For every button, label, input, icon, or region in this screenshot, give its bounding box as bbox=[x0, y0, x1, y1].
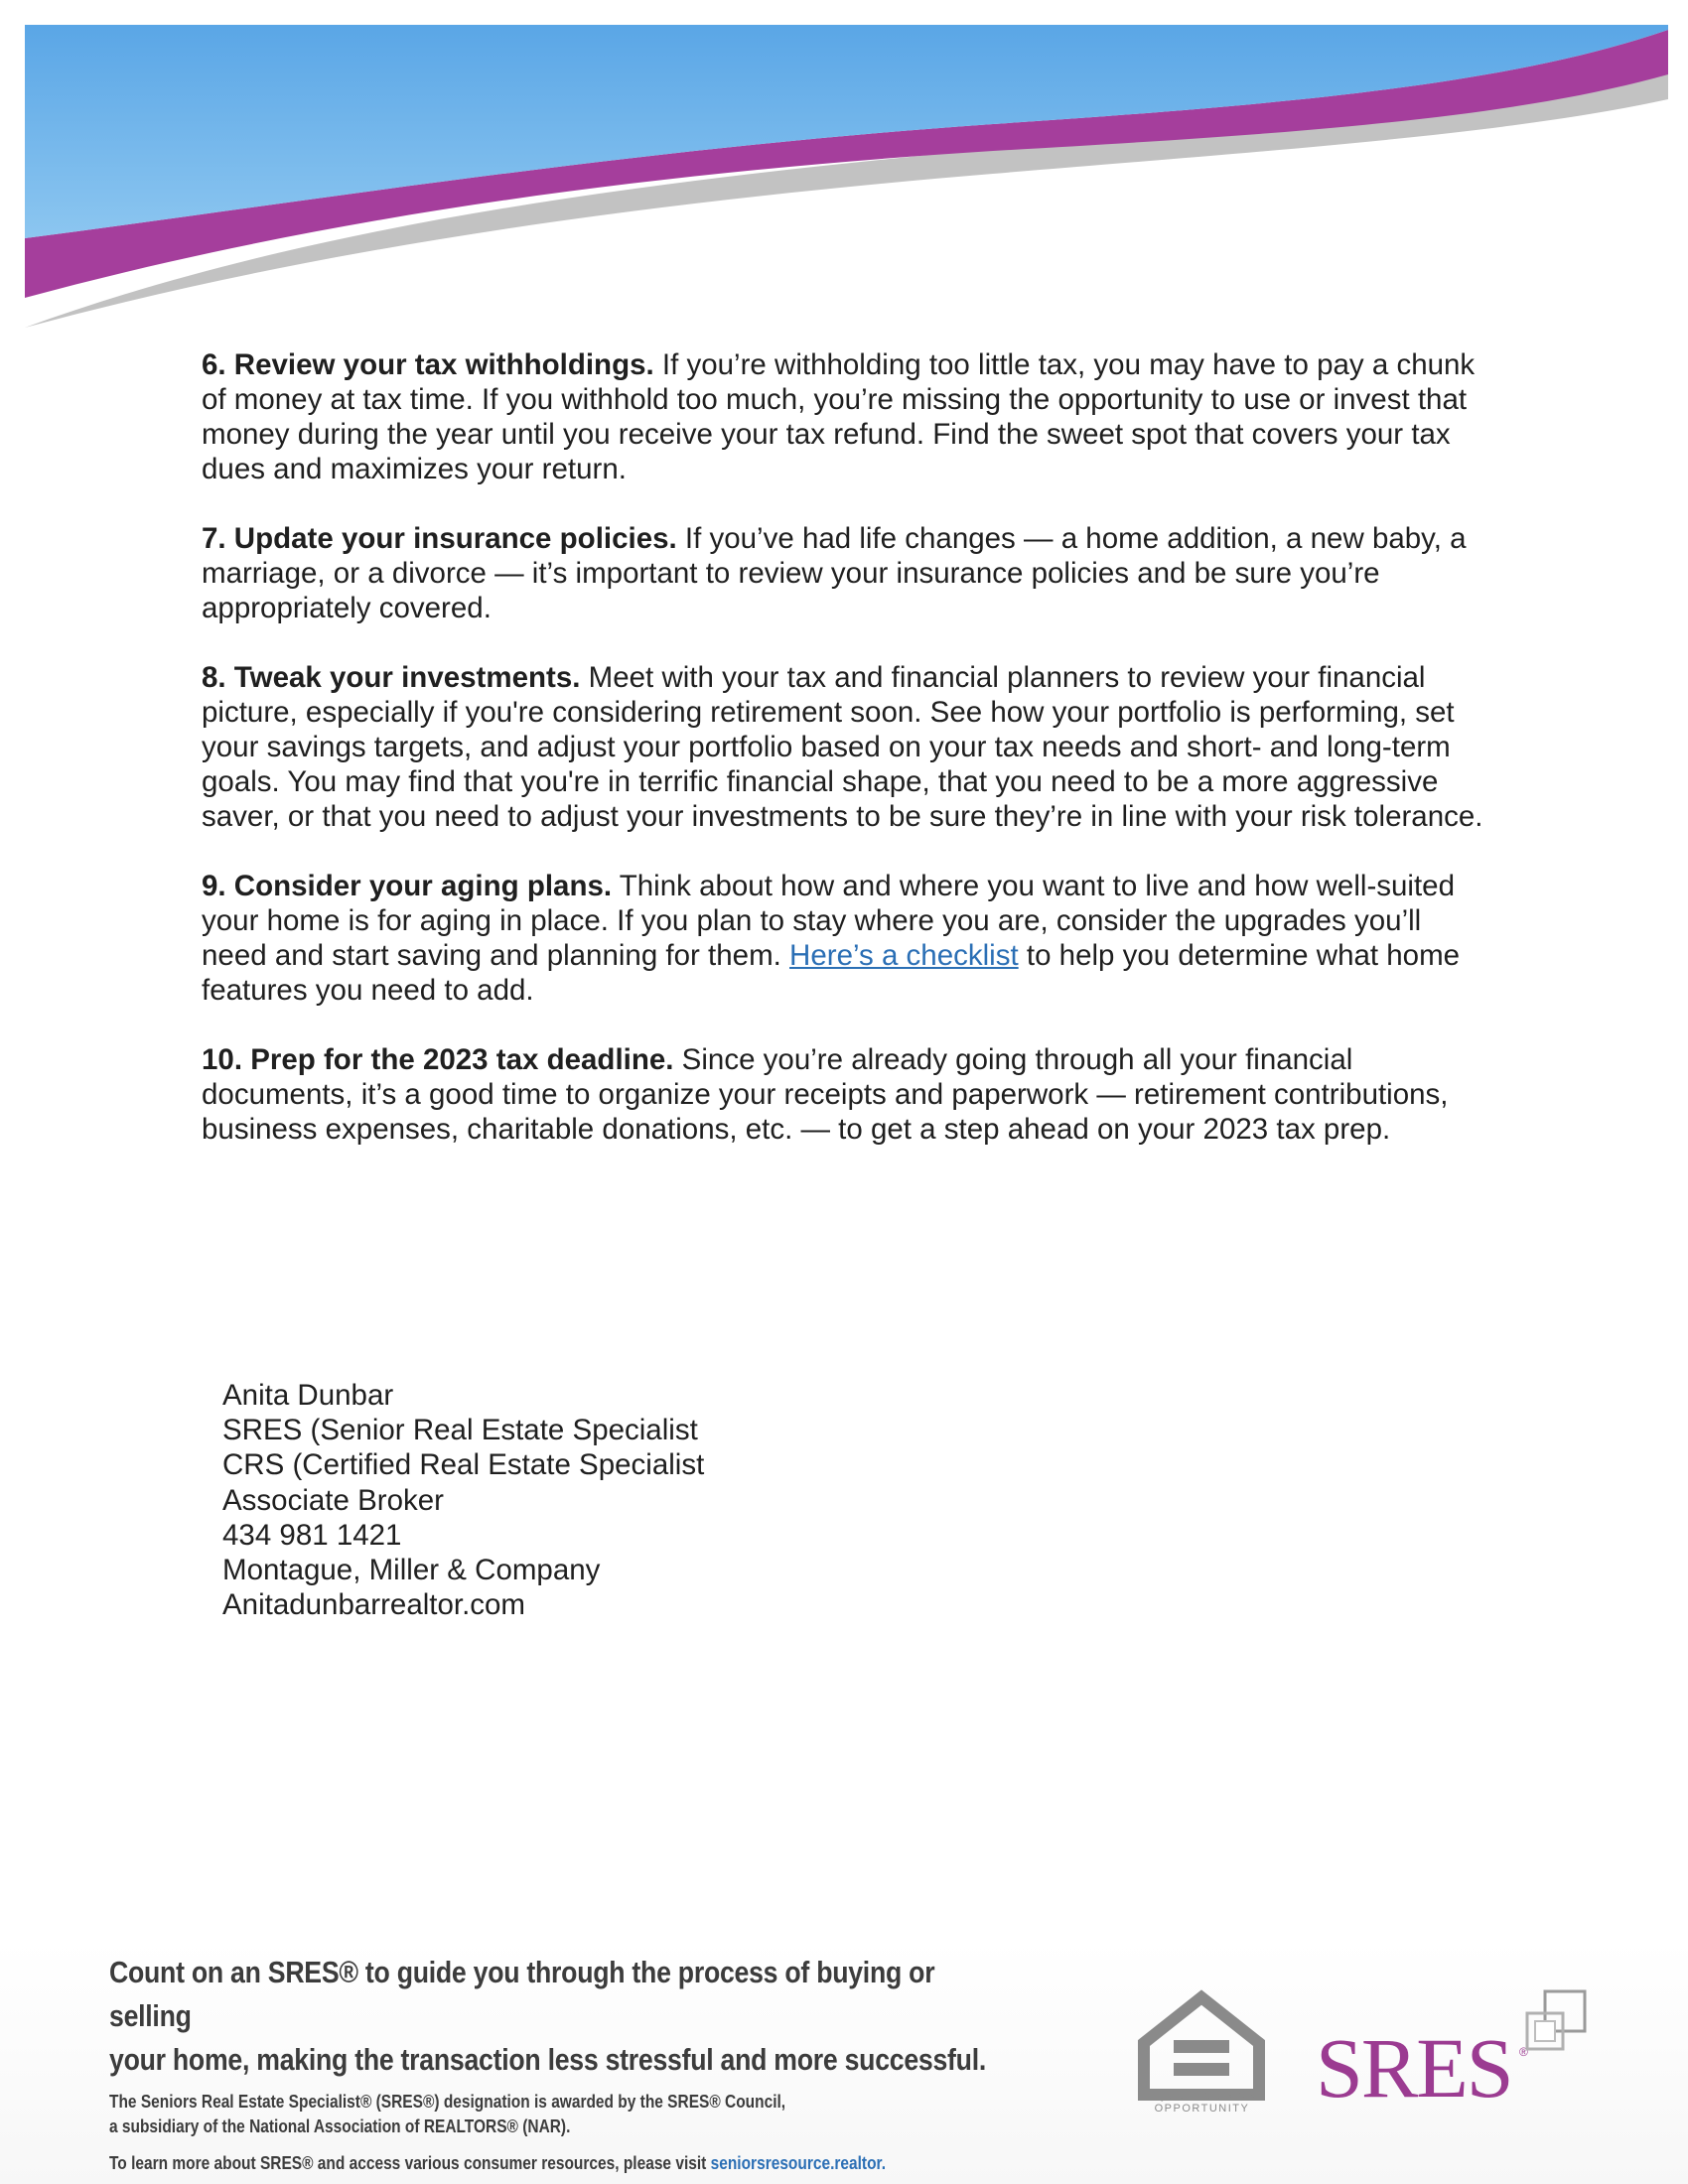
tagline-line-2: your home, making the transaction less stressful and more successful. bbox=[109, 2042, 987, 2077]
header-wave-graphic bbox=[0, 0, 1688, 338]
agent-website: Anitadunbarrealtor.com bbox=[222, 1588, 526, 1622]
eho-line-2: OPPORTUNITY bbox=[1154, 2103, 1250, 2115]
footer-text bbox=[109, 1951, 1003, 2176]
agent-designation-sres: SRES (Senior Real Estate Specialist bbox=[222, 1414, 698, 1447]
checklist-link[interactable]: Here’s a checklist bbox=[789, 939, 1019, 972]
seniorsresource-link[interactable]: seniorsresource.realtor. bbox=[710, 2153, 887, 2173]
fineprint-line-1: The Seniors Real Estate Specialist® (SRES®) designation is awarded by the SRES® Council, bbox=[109, 2092, 786, 2112]
learn-more-text: To learn more about SRES® and access various consumer resources, please visit bbox=[109, 2153, 711, 2173]
tip-title: 8. Tweak your investments. bbox=[202, 661, 581, 694]
footer-tagline bbox=[109, 1951, 997, 2082]
agent-role: Associate Broker bbox=[222, 1483, 444, 1517]
tip-10 bbox=[202, 1042, 1492, 1147]
footer-learn-more bbox=[109, 2151, 997, 2176]
sres-squares-icon bbox=[1519, 1987, 1594, 2062]
tip-title: 10. Prep for the 2023 tax deadline. bbox=[202, 1043, 674, 1076]
agent-name: Anita Dunbar bbox=[222, 1379, 394, 1412]
tip-body: Think about how and where you want to live and how well-suited your home is for aging in place. If you plan to stay where you are, consider the upgrades you’ll need and start saving and planning for them. bbox=[202, 870, 1455, 972]
signature-block bbox=[222, 1378, 704, 1622]
tip-body: If you’re withholding too little tax, you may have to pay a chunk of money at tax time. If you withhold too much, you’re missing the opportunity to use or invest that money during the year until you receive your tax refund. Find the sweet spot that covers your tax dues and maximizes your return. bbox=[202, 348, 1476, 485]
tip-title: 7. Update your insurance policies. bbox=[202, 522, 677, 555]
tip-6 bbox=[202, 347, 1492, 486]
sres-registered-mark: ® bbox=[1519, 2045, 1528, 2059]
tip-body-continued: to help you determine what home features you need to add. bbox=[202, 939, 1461, 1007]
tip-body: If you’ve had life changes — a home addition, a new baby, a marriage, or a divorce — it’s important to review your insurance policies and be sure you’re appropriately covered. bbox=[202, 522, 1467, 624]
tagline-line-1: Count on an SRES® to guide you through the process of buying or selling bbox=[109, 1955, 935, 2033]
tip-title: 9. Consider your aging plans. bbox=[202, 870, 613, 902]
tip-body: Meet with your tax and financial planners to review your financial picture, especially if you're considering retirement soon. See how your portfolio is performing, set your savings targets, and adjust your portfolio based on your tax needs and short- and long-term goals. You may find that you're in terrific financial shape, that you need to be a more aggressive saver, or that you need to adjust your investments to be sure they’re in line with your risk tolerance. bbox=[202, 661, 1483, 833]
agent-phone: 434 981 1421 bbox=[222, 1518, 402, 1552]
agent-designation-crs: CRS (Certified Real Estate Specialist bbox=[222, 1448, 705, 1482]
equal-housing-caption bbox=[1125, 2090, 1279, 2116]
fineprint-line-2: a subsidiary of the National Association of REALTORS® (NAR). bbox=[109, 2116, 571, 2136]
tip-9 bbox=[202, 869, 1492, 1008]
tip-title: 6. Review your tax withholdings. bbox=[202, 348, 654, 381]
sres-logo-text: SRES bbox=[1316, 2020, 1512, 2116]
tip-7 bbox=[202, 521, 1492, 625]
footer-fineprint bbox=[109, 2090, 997, 2139]
tips-section bbox=[202, 347, 1492, 1181]
agent-company: Montague, Miller & Company bbox=[222, 1554, 601, 1587]
eho-line-1: EQUAL HOUSING bbox=[1147, 2090, 1257, 2102]
tip-body: Since you’re already going through all your financial documents, it’s a good time to organize your receipts and paperwork — retirement contributions, business expenses, charitable donations, etc. — to get a step ahead on your 2023 tax prep. bbox=[202, 1043, 1449, 1146]
tip-8 bbox=[202, 660, 1492, 834]
